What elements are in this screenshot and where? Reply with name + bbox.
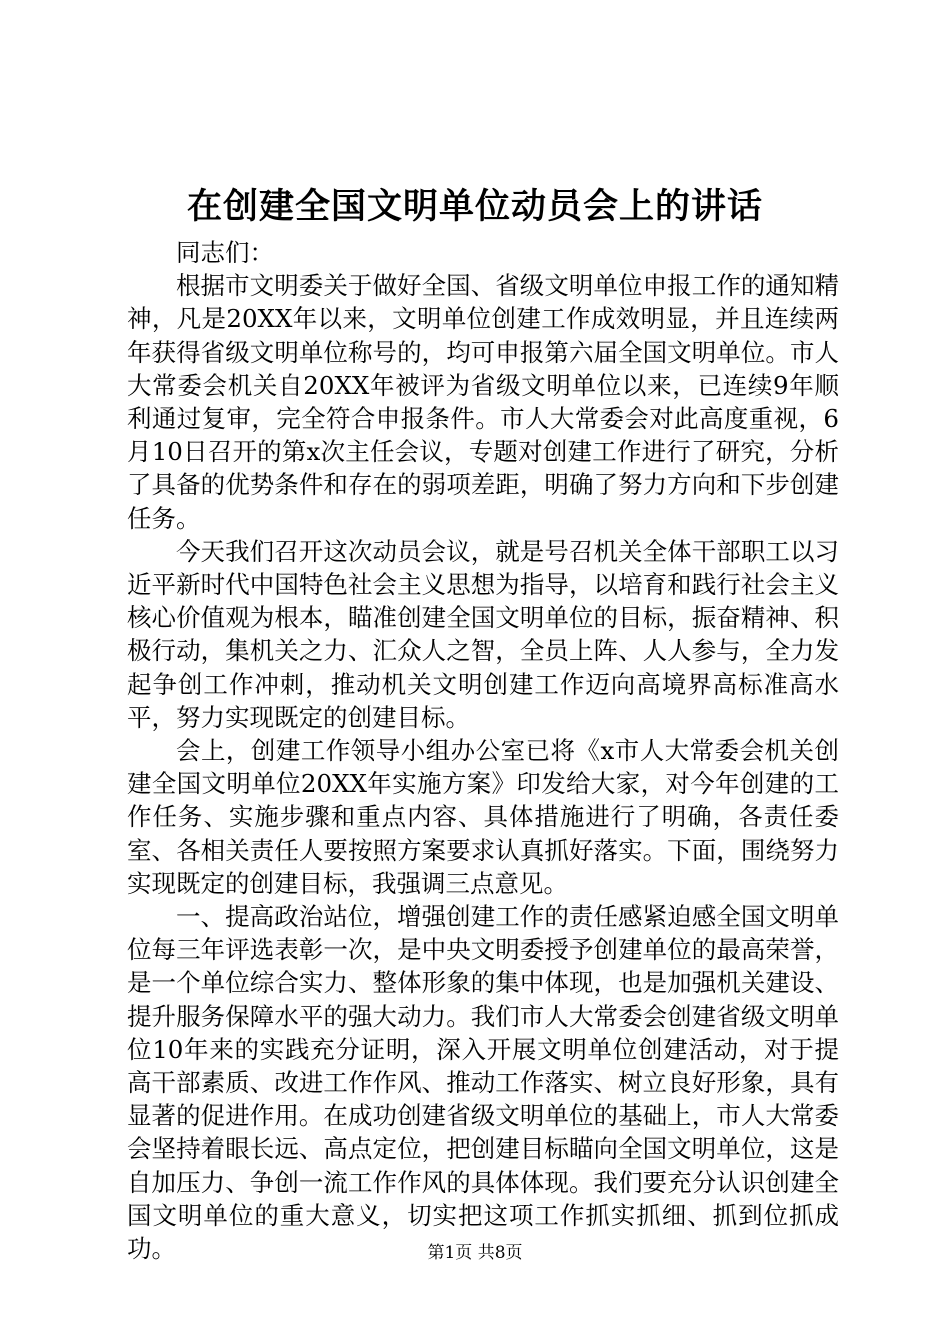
paragraph: 会上，创建工作领导小组办公室已将《x市人大常委会机关创建全国文明单位20XX年实施方案》印发给大家，对今年创建的工作任务、实施步骤和重点内容、具体措施进行了明确，各责任委室、各相关责任人要按照方案要求认真抓好落实。下面，围绕努力实现既定的创建目标，我强调三点意见。 (127, 736, 839, 898)
paragraph: 根据市文明委关于做好全国、省级文明单位申报工作的通知精神，凡是20XX年以来，文明单位创建工作成效明显，并且连续两年获得省级文明单位称号的，均可申报第六届全国文明单位。市人大常委会机关自20XX年被评为省级文明单位以来，已连续9年顺利通过复审，完全符合申报条件。市人大常委会对此高度重视，6月10日召开的第x次主任会议，专题对创建工作进行了研究，分析了具备的优势条件和存在的弱项差距，明确了努力方向和下步创建任务。 (127, 271, 839, 533)
paragraph: 一、提高政治站位，增强创建工作的责任感紧迫感全国文明单位每三年评选表彰一次，是中央文明委授予创建单位的最高荣誉，是一个单位综合实力、整体形象的集中体现，也是加强机关建设、提升服务保障水平的强大动力。我们市人大常委会创建省级文明单位10年来的实践充分证明，深入开展文明单位创建活动，对于提高干部素质、改进工作作风、推动工作落实、树立良好形象，具有显著的促进作用。在成功创建省级文明单位的基础上，市人大常委会坚持着眼长远、高点定位，把创建目标瞄向全国文明单位，这是自加压力、争创一流工作作风的具体体现。我们要充分认识创建全国文明单位的重大意义，切实把这项工作抓实抓细、抓到位抓成功。 (127, 902, 839, 1264)
document-title: 在创建全国文明单位动员会上的讲话 (186, 186, 763, 227)
salutation: 同志们： (176, 238, 274, 267)
paragraph: 今天我们召开这次动员会议，就是号召机关全体干部职工以习近平新时代中国特色社会主义思想为指导，以培育和践行社会主义核心价值观为根本，瞄准创建全国文明单位的目标，振奋精神、积极行动，集机关之力、汇众人之智，全员上阵、人人参与，全力发起争创工作冲刺，推动机关文明创建工作迈向高境界高标准高水平，努力实现既定的创建目标。 (127, 536, 839, 732)
page-number-footer: 第1页 共8页 (427, 1243, 523, 1263)
document-body (127, 236, 839, 1265)
